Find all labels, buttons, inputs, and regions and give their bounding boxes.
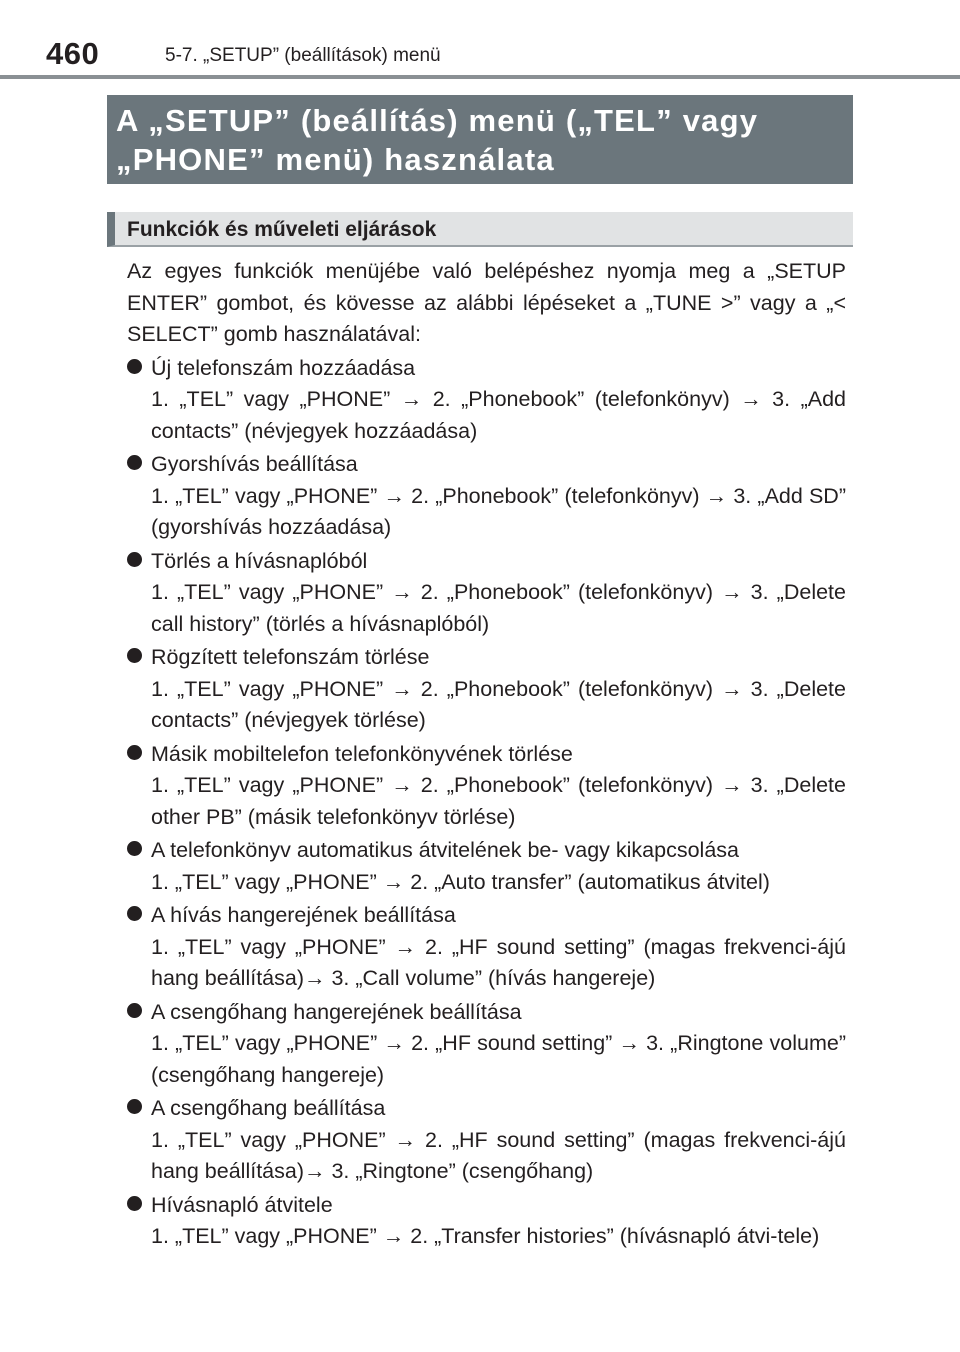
item-title-text: Rögzített telefonszám törlése <box>151 645 430 669</box>
item-steps: 1. „TEL” vagy „PHONE” → 2. „HF sound setting” (magas frekvenci-ájú hang beállítása)→ 3. „Call volume” (hívás hangereje) <box>151 934 846 990</box>
item-title <box>127 997 846 1029</box>
list-item <box>127 449 846 544</box>
intro-paragraph: Az egyes funkciók menüjébe való belépéshez nyomja meg a „SETUP ENTER” gombot, és kövesse az alábbi lépéseket a „TUNE >” vagy a „< SELECT” gomb használatával: <box>127 259 846 346</box>
item-title-text: A csengőhang hangerejének beállítása <box>151 999 522 1024</box>
list-item <box>127 353 846 448</box>
list-item <box>127 739 846 834</box>
item-steps: 1. „TEL” vagy „PHONE” → 2. „Phonebook” (telefonkönyv) → 3. „Delete other PB” (másik telefonkönyv törlése) <box>151 773 846 829</box>
item-title <box>127 1190 846 1222</box>
bullet-icon <box>127 455 142 470</box>
list-item <box>127 642 846 737</box>
content <box>127 256 846 1255</box>
list-item <box>127 1093 846 1188</box>
item-steps: 1. „TEL” vagy „PHONE” → 2. „Phonebook” (telefonkönyv) → 3. „Delete call history” (törlés a hívásnaplóból) <box>151 580 846 636</box>
item-steps: 1. „TEL” vagy „PHONE” → 2. „Phonebook” (telefonkönyv) → 3. „Delete contacts” (névjegyek törlése) <box>151 676 846 732</box>
item-steps: 1. „TEL” vagy „PHONE” → 2. „HF sound setting” (magas frekvenci-ájú hang beállítása)→ 3. „Ringtone” (csengőhang) <box>151 1127 846 1183</box>
item-steps: 1. „TEL” vagy „PHONE” → 2. „Auto transfer” (automatikus átvitel) <box>151 869 770 894</box>
list-item <box>127 900 846 995</box>
item-title-text: Másik mobiltelefon telefonkönyvének törlése <box>151 741 573 766</box>
item-steps: 1. „TEL” vagy „PHONE” → 2. „Phonebook” (telefonkönyv) → 3. „Add contacts” (névjegyek hozzáadása) <box>151 387 846 443</box>
bullet-icon <box>127 841 142 856</box>
item-title <box>127 353 846 385</box>
item-title <box>127 900 846 932</box>
bullet-icon <box>127 745 142 760</box>
bullet-icon <box>127 648 142 663</box>
list-item <box>127 546 846 641</box>
item-title-text: Gyorshívás beállítása <box>151 452 358 476</box>
bullet-icon <box>127 1003 142 1018</box>
subheading: Funkciók és műveleti eljárások <box>127 218 437 241</box>
item-title-text: A csengőhang beállítása <box>151 1096 386 1120</box>
title-bar <box>107 95 853 184</box>
item-title <box>127 449 846 481</box>
bullet-icon <box>127 1196 142 1211</box>
item-title <box>127 835 846 867</box>
item-title-text: Új telefonszám hozzáadása <box>151 355 416 380</box>
subheading-bar <box>107 212 853 247</box>
item-title-text: A hívás hangerejének beállítása <box>151 903 456 927</box>
bullet-icon <box>127 552 142 567</box>
item-title-text: Hívásnapló átvitele <box>151 1192 333 1217</box>
item-steps: 1. „TEL” vagy „PHONE” → 2. „Transfer histories” (hívásnapló átvi-tele) <box>151 1224 820 1248</box>
bullet-icon <box>127 906 142 921</box>
bullet-icon <box>127 1099 142 1114</box>
header-rule <box>0 75 960 79</box>
page-number: 460 <box>46 36 100 71</box>
item-steps: 1. „TEL” vagy „PHONE” → 2. „Phonebook” (telefonkönyv) → 3. „Add SD” (gyorshívás hozzáadása) <box>151 483 846 539</box>
item-title <box>127 739 846 771</box>
item-title <box>127 546 846 578</box>
section-label: 5-7. „SETUP” (beállítások) menü <box>165 45 441 66</box>
list-item <box>127 1190 846 1253</box>
item-steps: 1. „TEL” vagy „PHONE” → 2. „HF sound setting” → 3. „Ringtone volume” (csengőhang hangereje) <box>151 1031 846 1087</box>
item-title-text: A telefonkönyv automatikus átvitelének be- vagy kikapcsolása <box>151 838 739 862</box>
page-title: A „SETUP” (beállítás) menü („TEL” vagy „PHONE” menü) használata <box>116 103 759 177</box>
bullet-icon <box>127 359 142 374</box>
list-item <box>127 835 846 898</box>
item-title-text: Törlés a hívásnaplóból <box>151 548 368 573</box>
item-title <box>127 642 846 674</box>
item-title <box>127 1093 846 1125</box>
list-item <box>127 997 846 1092</box>
